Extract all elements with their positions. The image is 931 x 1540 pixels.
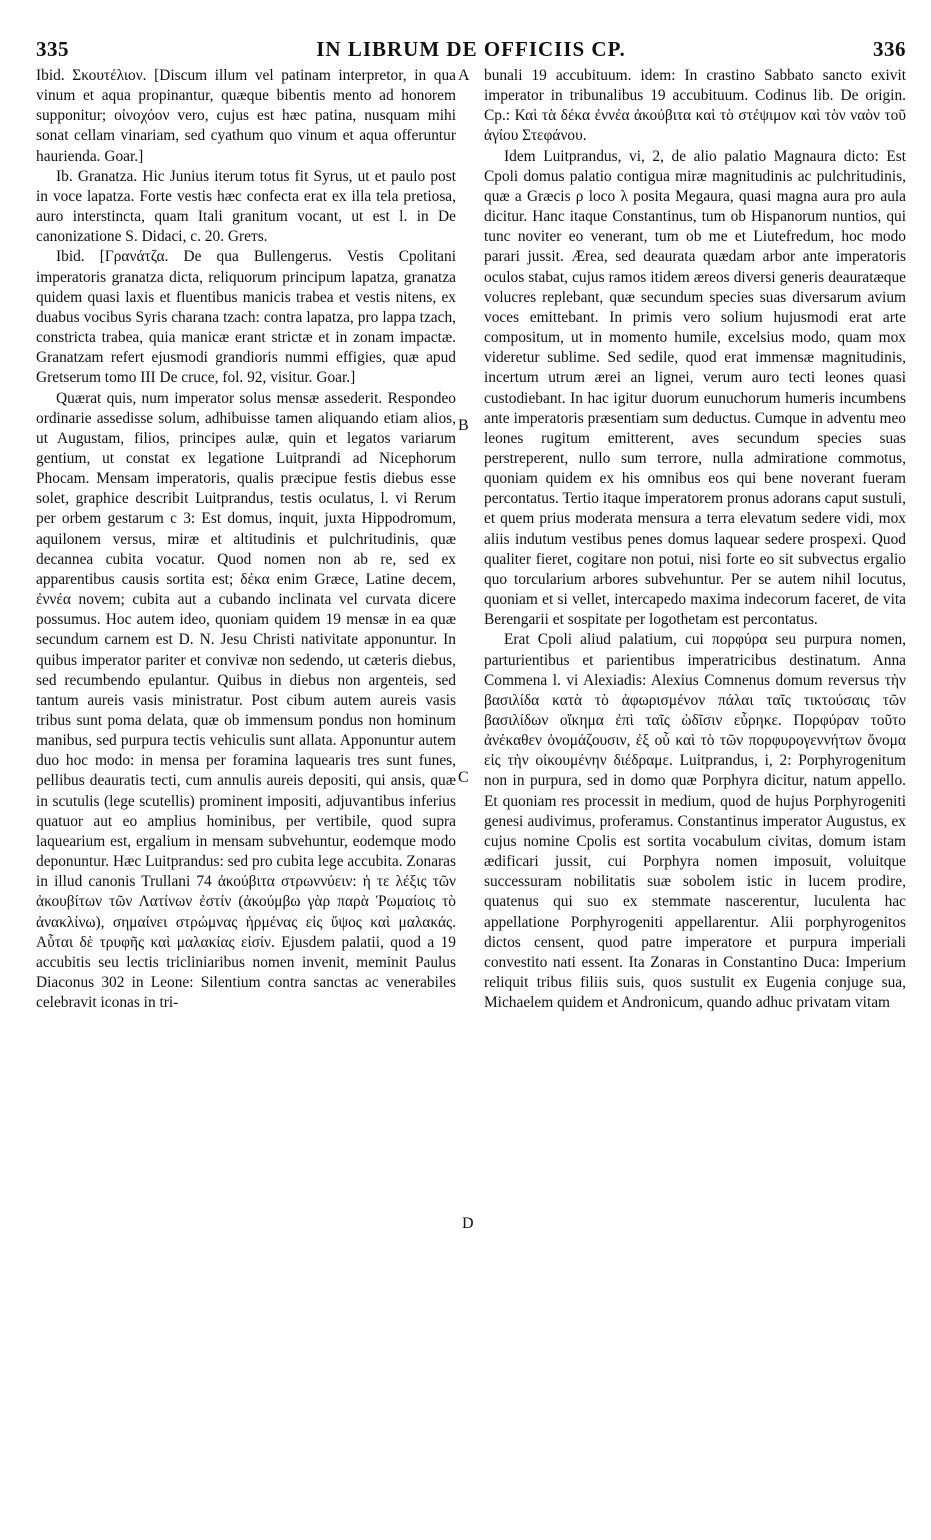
- paragraph: Erat Cpoli aliud palatium, cui πορφύρα seu purpura nomen, parturientibus et parientibus imperatricibus destinatum. Anna Commena l. vi Alexiadis: Alexius Comnenus domum reversus τὴν βασιλίδα κατὰ τὸ ἀφωρισμένον πάλαι ταῖς τικτούσαις τῶν βασιλίδων οἴκημα ἐπὶ ταῖς ὠδῖσιν εὗρηκε. Πορφύραν τοῦτο ἀνέκαθεν ὀνομάζουσιν, ἐξ οὗ καὶ τὸ τῶν πορφυρογεννήτων ὄνομα εἰς τὴν οἰκουμένην διέδραμε. Luitprandus, i, 2: Porphyrogenitum non in purpura, sed in domo quæ Porphyra dicitur, natum appello. Et quoniam res processit in medium, quod de hujus Porphyrogeniti genesi audivimus, proferamus. Constantinus imperator Augustus, ex cujus nomine Cpolis est sortita vocabulum civitas, domum istam ædificari jussit, cui Porphyra nomen imposuit, voluitque successuram nobilitatis suæ sobolem istic in lucem prodire, quatenus qui suo ex stemmate nascerentur, luculenta hac appellatione Porphyrogeniti appellarentur. Alii porphyrogenitos dictos censent, quod patre imperatore et purpura imperiali convestito nati essent. Ita Zonaras in Constantino Duca: Imperium reliquit tribus filiis suis, quos sustulit ex Eugenia conjuge sua, Michaelem quidem et Andronicum, quando adhuc privatam vitam: [484, 631, 906, 1012]
- paragraph: Ibid. [Γρανάτζα. De qua Bullengerus. Vestis Cpolitani imperatoris granatza dicta, reliquorum principum lapatza, granatza quidem quasi laxis et fluentibus manicis trabea et vestis nitens, ex duabus vocibus Syris charana tzach: contra lapatza, pro lappa tzach, constricta trabea, quia manicæ erant strictæ et in zonam impactæ. Granatzam refert ejusmodi grandioris nummi effigies, quæ apud Gretserum tomo III De cruce, fol. 92, visitur. Goar.]: [36, 248, 456, 387]
- left-column: [36, 66, 456, 1013]
- paragraph: Quærat quis, num imperator solus mensæ assederit. Respondeo ordinarie assedisse solum, adhibuisse tamen aliquando etiam alios, ut Augustam, filios, principes aulæ, quin et legatos variarum gentium, ut constat ex legatione Luitprandi ad Nicephorum Phocam. Mensam imperatoris, qualis præcipue festis diebus esse solet, graphice describit Luitprandus, testis oculatus, l. vi Rerum per orbem gestarum c 3: Est domus, inquit, juxta Hippodromum, aquilonem versus, miræ et altitudinis et pulchritudinis, quæ decannea cubita vocatur. Quod nomen non ab re, sed ex apparentibus causis sortita est; δέκα enim Græce, Latine decem, ἐννέα novem; cubita aut a cubando inclinata vel curvata dicere possumus. Hoc autem ideo, quoniam quidem 19 mensæ in ea quæ secundum carnem est D. N. Jesu Christi nativitate apponuntur. In quibus imperator pariter et convivæ non sedendo, ut cæteris diebus, sed recumbendo epulantur. Quibus in diebus non argenteis, sed tantum aureis vasis ministratur. Post cibum autem aureis vasis tribus sunt poma delata, quæ ob immensum pondus non hominum manibus, sed purpura tectis vehiculis sunt allata. Apponuntur autem duo hoc modo: in mensa per foramina laquearis tres sunt funes, pellibus deauratis tecti, cum annulis aureis depositi, qui ansis, quæ in scutulis (lege scutellis) prominent impositi, adjuvantibus inferius quatuor aut eo amplius hominibus, per vertibile, quod supra laquearium est, ergalium in mensam subvehuntur, eodemque modo deponuntur. Hæc Luitprandus: sed pro cubita lege accubita. Zonaras in illud canonis Trullani 74 ἀκούβιτα στρωννύειν: ἡ τε λέξις τῶν ἀκουβίτων τῶν Λατίνων ἐστίν (ἀκούμβω γὰρ παρὰ Ῥωμαίοις τὸ ἀνακλίνω), σημαίνει στρώμνας ἡρμένας εἰς ὕψος καὶ μαλακάς. Αὗται δὲ τρυφῆς καὶ μαλακίας εἰσίν. Ejusdem palatii, quod a 19 accubitis seu lectis tricliniaribus nomen invenit, meminit Paulus Diaconus 302 in Leone: Silentium contra sanctas ac venerabiles celebravit iconas in tri-: [36, 389, 456, 1012]
- right-page-number: 336: [873, 37, 906, 61]
- margin-marker-d: D: [462, 1215, 474, 1232]
- paragraph: Ib. Granatza. Hic Junius iterum totus fit Syrus, ut et paulo post in voce lapatza. Forte vestis hæc confecta erat ex illa tela pretiosa, auro interstincta, quam Itali granitum vocant, ut est l. in De canonizatione S. Didaci, c. 20. Greтs.: [36, 167, 456, 246]
- right-column: [484, 66, 906, 1013]
- running-title: IN LIBRUM DE OFFICIIS CP.: [316, 37, 626, 61]
- running-header: [36, 36, 906, 66]
- paragraph: Idem Luitprandus, vi, 2, de alio palatio Magnaura dicto: Est Cpoli domus palatio contigua miræ magnitudinis ac pulchritudinis, quæ a Græcis ρ loco λ posita Megaura, quasi magna aura pro aula dicitur. Hanc itaque Constantinus, tum ob Hispanorum nuntios, qui tunc noviter eo venerant, tum ob me et Liutefredum, hoc modo parari jussit. Ærea, sed deaurata quædam arbor ante imperatoris oculos stabat, cujus ramos itidem æreos diversi generis deauratæque volucres replebant, quæ secundum species suas diversarum avium voces emittebant. In primis vero solium hujusmodi erat arte compositum, ut in momento humile, excelsius modo, quam mox videretur sublime. Sed sedile, quod erat immensæ magnitudinis, incertum utrum ærei an lignei, verum auro tecti leones quasi custodiebant. In hac igitur duorum eunuchorum humeris incumbens ante imperatoris præsentiam sum deductus. Cumque in adventu meo leones rugitum emitterent, aves secundum species suas perstreperent, nullo sum terrore, nulla admiratione commotus, quoniam quidem ex his omnibus eos qui bene noverant fueram percontatus. Tertio itaque imperatorem pronus adorans caput sustuli, et quem prius moderata mensura a terra elevatum sedere vidi, mox aliis indutum vestibus penes domus laquear sedere prospexi. Quod qualiter fieret, cogitare non potui, nisi forte eo sit subvectus ergalio quo torcularium arbores subvehuntur. Per se autem nihil locutus, quoniam et si vellet, intercapedo maxima indecorum faceret, de vita Berengarii et sospitate per logothetam est percontatus.: [484, 147, 906, 629]
- paragraph: Ibid. Σκουτέλιον. [Discum illum vel patinam interpretor, in qua vinum et aqua propinantur, quæque bibentis mento ad honorem supponitur; οἰνοχόον vero, cujus est hæc patina, nusquam mihi sonat cellam vinariam, sed cyathum quo vinum et aqua offeruntur haurienda. Goar.]: [36, 67, 456, 165]
- margin-marker-a: A: [458, 67, 470, 84]
- paragraph: bunali 19 accubituum. idem: In crastino Sabbato sancto exivit imperator in tribunalibus 19 accubituum. Codinus lib. De origin. Cp.: Καὶ τὰ δέκα ἐννέα ἀκούβιτα καὶ τὸ στέψιμον καὶ τὸν ναὸν τοῦ ἁγίου Στεφάνου.: [484, 67, 906, 145]
- margin-marker-b: B: [458, 417, 469, 434]
- margin-marker-c: C: [458, 769, 469, 786]
- left-page-number: 335: [36, 37, 69, 61]
